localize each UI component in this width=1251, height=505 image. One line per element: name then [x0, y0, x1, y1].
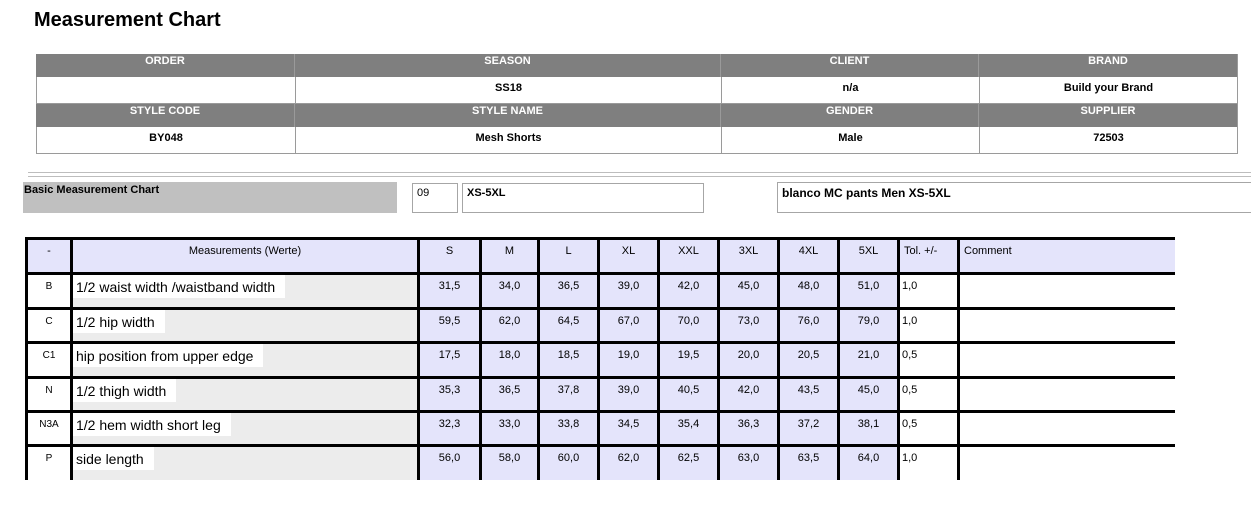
size-value: 33,0 [482, 413, 537, 444]
size-value: 45,0 [720, 275, 777, 307]
size-value: 36,5 [540, 275, 597, 307]
measurement-code: C [28, 310, 70, 341]
size-value: 21,0 [840, 344, 897, 376]
measurement-name-text: 1/2 thigh width [73, 379, 176, 402]
label-style-code: STYLE CODE [36, 104, 295, 127]
size-value: 56,0 [420, 447, 479, 480]
measurement-name-text: 1/2 waist width /waistband width [73, 275, 285, 298]
comment-cell [960, 310, 1175, 341]
size-value: 62,5 [660, 447, 717, 480]
size-value: 34,0 [482, 275, 537, 307]
value-brand: Build your Brand [979, 77, 1238, 104]
info-value-row-2 [36, 127, 1238, 154]
size-value: 42,0 [660, 275, 717, 307]
basic-chart-description: blanco MC pants Men XS-5XL [777, 182, 1251, 213]
size-value: 40,5 [660, 379, 717, 410]
column-header: - [28, 240, 70, 272]
measurement-name-text: side length [73, 447, 154, 470]
size-value: 31,5 [420, 275, 479, 307]
value-gender: Male [721, 127, 979, 154]
measurement-code: P [28, 447, 70, 480]
size-value: 63,5 [780, 447, 837, 480]
size-value: 18,5 [540, 344, 597, 376]
label-season: SEASON [295, 54, 721, 77]
label-brand: BRAND [979, 54, 1238, 77]
size-value: 51,0 [840, 275, 897, 307]
size-value: 39,0 [600, 275, 657, 307]
measurement-name-text: hip position from upper edge [73, 344, 263, 367]
size-value: 35,3 [420, 379, 479, 410]
size-value: 17,5 [420, 344, 479, 376]
measurement-name [73, 413, 417, 444]
measurement-table [25, 237, 1175, 480]
tolerance-value: 0,5 [900, 413, 957, 444]
size-value: 48,0 [780, 275, 837, 307]
comment-cell [960, 344, 1175, 376]
size-value: 62,0 [482, 310, 537, 341]
info-header-row-1 [36, 54, 1238, 77]
size-value: 63,0 [720, 447, 777, 480]
size-value: 36,5 [482, 379, 537, 410]
tolerance-value: 1,0 [900, 447, 957, 480]
size-value: 59,5 [420, 310, 479, 341]
size-value: 67,0 [600, 310, 657, 341]
measurement-name [73, 275, 417, 307]
column-header: L [540, 240, 597, 272]
info-header-row-2 [36, 104, 1238, 127]
label-order: ORDER [36, 54, 295, 77]
value-order [36, 77, 295, 104]
comment-cell [960, 447, 1175, 480]
size-value: 20,0 [720, 344, 777, 376]
size-value: 45,0 [840, 379, 897, 410]
size-value: 73,0 [720, 310, 777, 341]
basic-chart-label: Basic Measurement Chart [23, 182, 397, 213]
label-client: CLIENT [721, 54, 979, 77]
measurement-code: N [28, 379, 70, 410]
size-value: 62,0 [600, 447, 657, 480]
measurement-code: C1 [28, 344, 70, 376]
column-header: XL [600, 240, 657, 272]
size-value: 43,5 [780, 379, 837, 410]
column-header: XXL [660, 240, 717, 272]
label-gender: GENDER [721, 104, 979, 127]
label-supplier: SUPPLIER [979, 104, 1238, 127]
label-style-name: STYLE NAME [295, 104, 721, 127]
size-value: 38,1 [840, 413, 897, 444]
value-client: n/a [721, 77, 979, 104]
size-value: 42,0 [720, 379, 777, 410]
tolerance-value: 0,5 [900, 379, 957, 410]
measurement-name [73, 310, 417, 341]
size-value: 37,2 [780, 413, 837, 444]
size-value: 32,3 [420, 413, 479, 444]
size-value: 70,0 [660, 310, 717, 341]
column-header: 5XL [840, 240, 897, 272]
column-header: Comment [960, 240, 1175, 272]
measurement-name-text: 1/2 hem width short leg [73, 413, 231, 436]
comment-cell [960, 379, 1175, 410]
measurement-name-text: 1/2 hip width [73, 310, 165, 333]
column-header: 4XL [780, 240, 837, 272]
tolerance-value: 1,0 [900, 275, 957, 307]
value-season: SS18 [295, 77, 721, 104]
measurement-name [73, 344, 417, 376]
size-value: 18,0 [482, 344, 537, 376]
size-value: 19,5 [660, 344, 717, 376]
value-supplier: 72503 [979, 127, 1238, 154]
section-divider [28, 172, 1251, 177]
measurement-code: B [28, 275, 70, 307]
column-header: 3XL [720, 240, 777, 272]
tolerance-value: 1,0 [900, 310, 957, 341]
info-value-row-1 [36, 77, 1238, 104]
column-header: S [420, 240, 479, 272]
size-value: 58,0 [482, 447, 537, 480]
value-style-code: BY048 [36, 127, 295, 154]
size-value: 79,0 [840, 310, 897, 341]
comment-cell [960, 413, 1175, 444]
size-value: 35,4 [660, 413, 717, 444]
basic-chart-number: 09 [412, 183, 458, 213]
size-value: 60,0 [540, 447, 597, 480]
size-value: 33,8 [540, 413, 597, 444]
tolerance-value: 0,5 [900, 344, 957, 376]
size-value: 39,0 [600, 379, 657, 410]
style-info-table [36, 54, 1238, 154]
size-value: 64,0 [840, 447, 897, 480]
size-value: 19,0 [600, 344, 657, 376]
size-value: 37,8 [540, 379, 597, 410]
measurement-code: N3A [28, 413, 70, 444]
comment-cell [960, 275, 1175, 307]
basic-chart-range: XS-5XL [462, 183, 704, 213]
column-header: M [482, 240, 537, 272]
column-header: Measurements (Werte) [73, 240, 417, 272]
value-style-name: Mesh Shorts [295, 127, 721, 154]
column-header: Tol. +/- [900, 240, 957, 272]
size-value: 20,5 [780, 344, 837, 376]
size-value: 76,0 [780, 310, 837, 341]
size-value: 34,5 [600, 413, 657, 444]
measurement-name [73, 447, 417, 480]
page-title: Measurement Chart [34, 9, 221, 31]
size-value: 36,3 [720, 413, 777, 444]
size-value: 64,5 [540, 310, 597, 341]
measurement-name [73, 379, 417, 410]
